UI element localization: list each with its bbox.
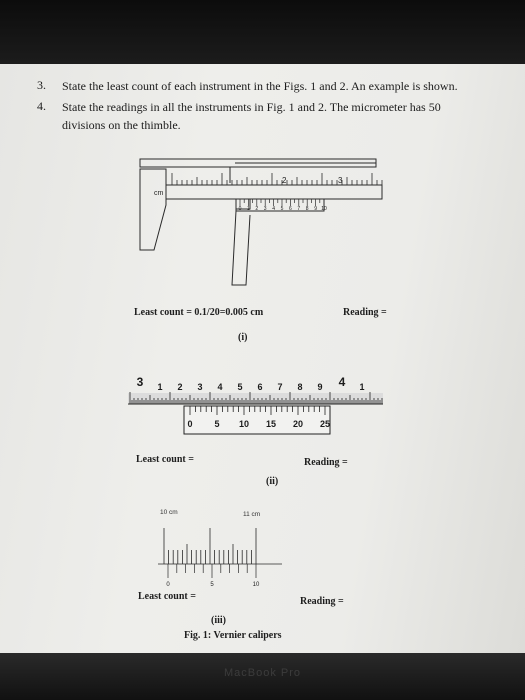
question-3-number: 3.: [37, 78, 46, 92]
main-scale-label: 7: [277, 382, 283, 392]
main-scale-label: 3: [136, 375, 144, 389]
vernier-label: 10: [321, 206, 327, 212]
main-scale-label-3: 3: [338, 176, 343, 185]
vernier-label: 0: [187, 419, 193, 429]
vernier-label: 0: [166, 582, 170, 588]
vernier-caliper-figure-1: [140, 155, 390, 285]
main-scale-label: 6: [257, 382, 263, 392]
vernier-scale-figure-3: [150, 508, 310, 590]
vernier-label: 15: [265, 419, 277, 429]
fig3-least-count: Least count =: [138, 591, 196, 602]
fig1-least-count: Least count = 0.1/20=0.005 cm: [134, 307, 264, 318]
vernier-label: 8: [305, 206, 309, 212]
fig2-reading-label: Reading =: [304, 457, 348, 468]
vernier-label: 25: [319, 419, 331, 429]
main-scale-label: 1: [157, 382, 163, 392]
vernier-scale-figure-2: [128, 366, 384, 438]
vernier-label: 2: [255, 206, 259, 212]
fig2-caption: (ii): [266, 476, 279, 487]
vernier-label: 4: [272, 206, 275, 212]
fig3-caption: (iii): [211, 615, 226, 626]
main-scale-label: 9: [317, 382, 323, 392]
fig1-caption: (i): [238, 332, 248, 343]
question-4-text-continued: divisions on the thimble.: [62, 118, 181, 132]
fig3-label-10cm: 10 cm: [160, 509, 178, 516]
document-page: [0, 64, 525, 653]
vernier-label: 6: [289, 206, 292, 212]
vernier-label: 1: [247, 206, 250, 212]
main-scale-label: 1: [359, 382, 365, 392]
main-scale-label: 5: [237, 382, 243, 392]
vernier-label: 5: [280, 206, 284, 212]
vernier-label: 0: [238, 206, 242, 212]
main-scale-label: 3: [197, 382, 203, 392]
vernier-label: 3: [263, 206, 267, 212]
vernier-label: 9: [314, 206, 317, 212]
unit-label: cm: [154, 190, 164, 197]
question-4-number: 4.: [37, 99, 46, 113]
fig3-label-11cm: 11 cm: [243, 511, 261, 518]
figure-caption: Fig. 1: Vernier calipers: [184, 630, 282, 641]
vernier-label: 10: [238, 419, 250, 429]
main-scale-label: 8: [297, 382, 303, 392]
question-3-text: State the least count of each instrument in the Figs. 1 and 2. An example is shown.: [62, 79, 458, 93]
vernier-label: 20: [292, 419, 304, 429]
laptop-bezel: [0, 653, 525, 700]
bezel-brand-text: MacBook Pro: [223, 667, 302, 679]
fig2-least-count: Least count =: [136, 454, 194, 465]
vernier-label: 5: [214, 419, 220, 429]
fig3-reading-label: Reading =: [300, 596, 344, 607]
dark-top-area: [0, 0, 525, 64]
main-scale-label-2: 2: [282, 176, 287, 185]
main-scale-label: 4: [338, 375, 346, 389]
vernier-label: 10: [252, 582, 260, 588]
main-scale-label: 2: [177, 382, 183, 392]
fig1-reading-label: Reading =: [343, 307, 387, 318]
main-scale-label: 4: [217, 382, 223, 392]
question-4-text: State the readings in all the instruments in Fig. 1 and 2. The micrometer has 50: [62, 100, 441, 114]
vernier-label: 7: [297, 206, 301, 212]
vernier-label: 5: [210, 582, 214, 588]
